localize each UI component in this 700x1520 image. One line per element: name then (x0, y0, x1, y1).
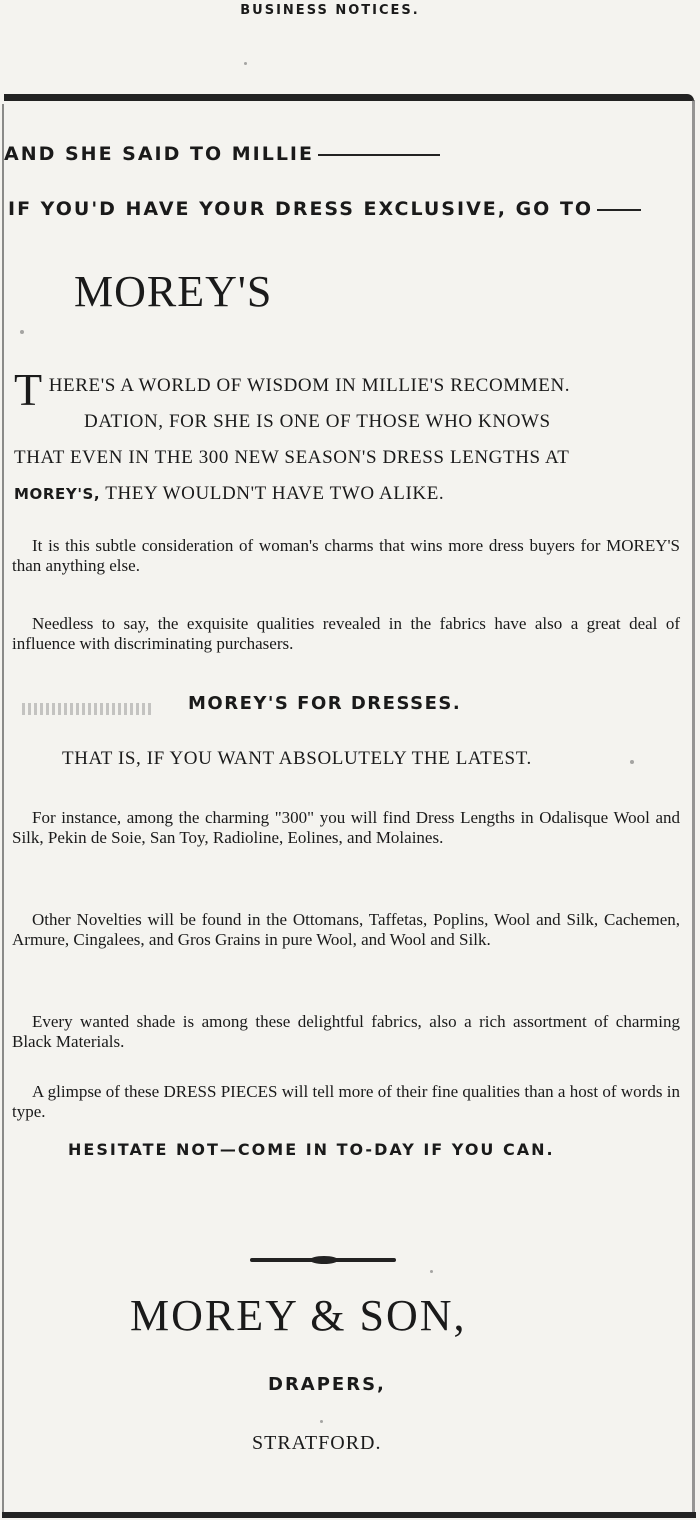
paragraph-instance (12, 808, 680, 848)
ink-smudge (22, 703, 152, 715)
sub-heading: MOREY'S FOR DRESSES. (188, 693, 462, 714)
headline-line-1 (4, 143, 440, 165)
print-speck (244, 62, 247, 65)
paragraph-novelties-text: Other Novelties will be found in the Ottomans, Taffetas, Poplins, Wool and Silk, Cachemen, Armure, Cingalees, and Gros Grains in pure Wool, and Wool and Silk. (12, 910, 680, 949)
ad-border-right (692, 100, 695, 1515)
print-speck (20, 330, 24, 334)
headline-line-2 (8, 198, 641, 220)
headline-line-1-text: AND SHE SAID TO MILLIE (4, 143, 314, 165)
headline-dash (318, 154, 440, 156)
decorative-rule (250, 1258, 396, 1262)
call-to-action: HESITATE NOT—COME IN TO-DAY IF YOU CAN. (68, 1140, 555, 1159)
ad-border-bottom (2, 1512, 696, 1518)
intro-line-1: HERE'S A WORLD OF WISDOM IN MILLIE'S RECOMMEN. (48, 375, 571, 396)
drop-cap: T (14, 364, 43, 415)
firm-name: MOREY & SON, (130, 1291, 467, 1340)
headline-line-2-text: IF YOU'D HAVE YOUR DRESS EXCLUSIVE, GO TO (8, 198, 594, 220)
ad-border-left (2, 104, 4, 1514)
paragraph-shades-text: Every wanted shade is among these delightful fabrics, also a rich assortment of charming Black Materials. (12, 1012, 680, 1051)
paragraph-instance-text: For instance, among the charming "300" you will find Dress Lengths in Odalisque Wool and Silk, Pekin de Soie, San Toy, Radioline, Eolines, and Molaines. (12, 808, 680, 847)
headline-dash (597, 209, 641, 211)
paragraph-charms-text: It is this subtle consideration of woman's charms that wins more dress buyers for MOREY'S than anything else. (12, 536, 680, 575)
intro-line-2: DATION, FOR SHE IS ONE OF THOSE WHO KNOWS (84, 411, 551, 432)
paragraph-qualities (12, 614, 680, 654)
ad-border-top (4, 94, 694, 101)
intro-line-3: THAT EVEN IN THE 300 NEW SEASON'S DRESS LENGTHS AT (14, 447, 570, 468)
tagline: THAT IS, IF YOU WANT ABSOLUTELY THE LATEST. (62, 748, 532, 769)
paragraph-qualities-text: Needless to say, the exquisite qualities revealed in the fabrics have also a great deal of influence with discriminating purchasers. (12, 614, 680, 653)
paragraph-glimpse-text: A glimpse of these DRESS PIECES will tell more of their fine qualities than a host of words in type. (12, 1082, 680, 1121)
intro-store-name: MOREY'S, (14, 485, 101, 503)
paragraph-shades (12, 1012, 680, 1052)
paragraph-charms (12, 536, 680, 576)
store-title: MOREY'S (74, 267, 273, 316)
intro-line-4-rest: THEY WOULDN'T HAVE TWO ALIKE. (105, 483, 445, 504)
print-speck (630, 760, 634, 764)
print-speck (320, 1420, 323, 1423)
section-header-text: BUSINESS NOTICES. (240, 3, 420, 18)
paragraph-novelties (12, 910, 680, 950)
town-name: STRATFORD. (252, 1432, 382, 1454)
print-speck (430, 1270, 433, 1273)
intro-line-4 (14, 476, 682, 512)
trade-label: DRAPERS, (268, 1374, 386, 1395)
intro-paragraph (14, 364, 682, 512)
paragraph-glimpse (12, 1082, 680, 1122)
section-header (0, 0, 700, 20)
